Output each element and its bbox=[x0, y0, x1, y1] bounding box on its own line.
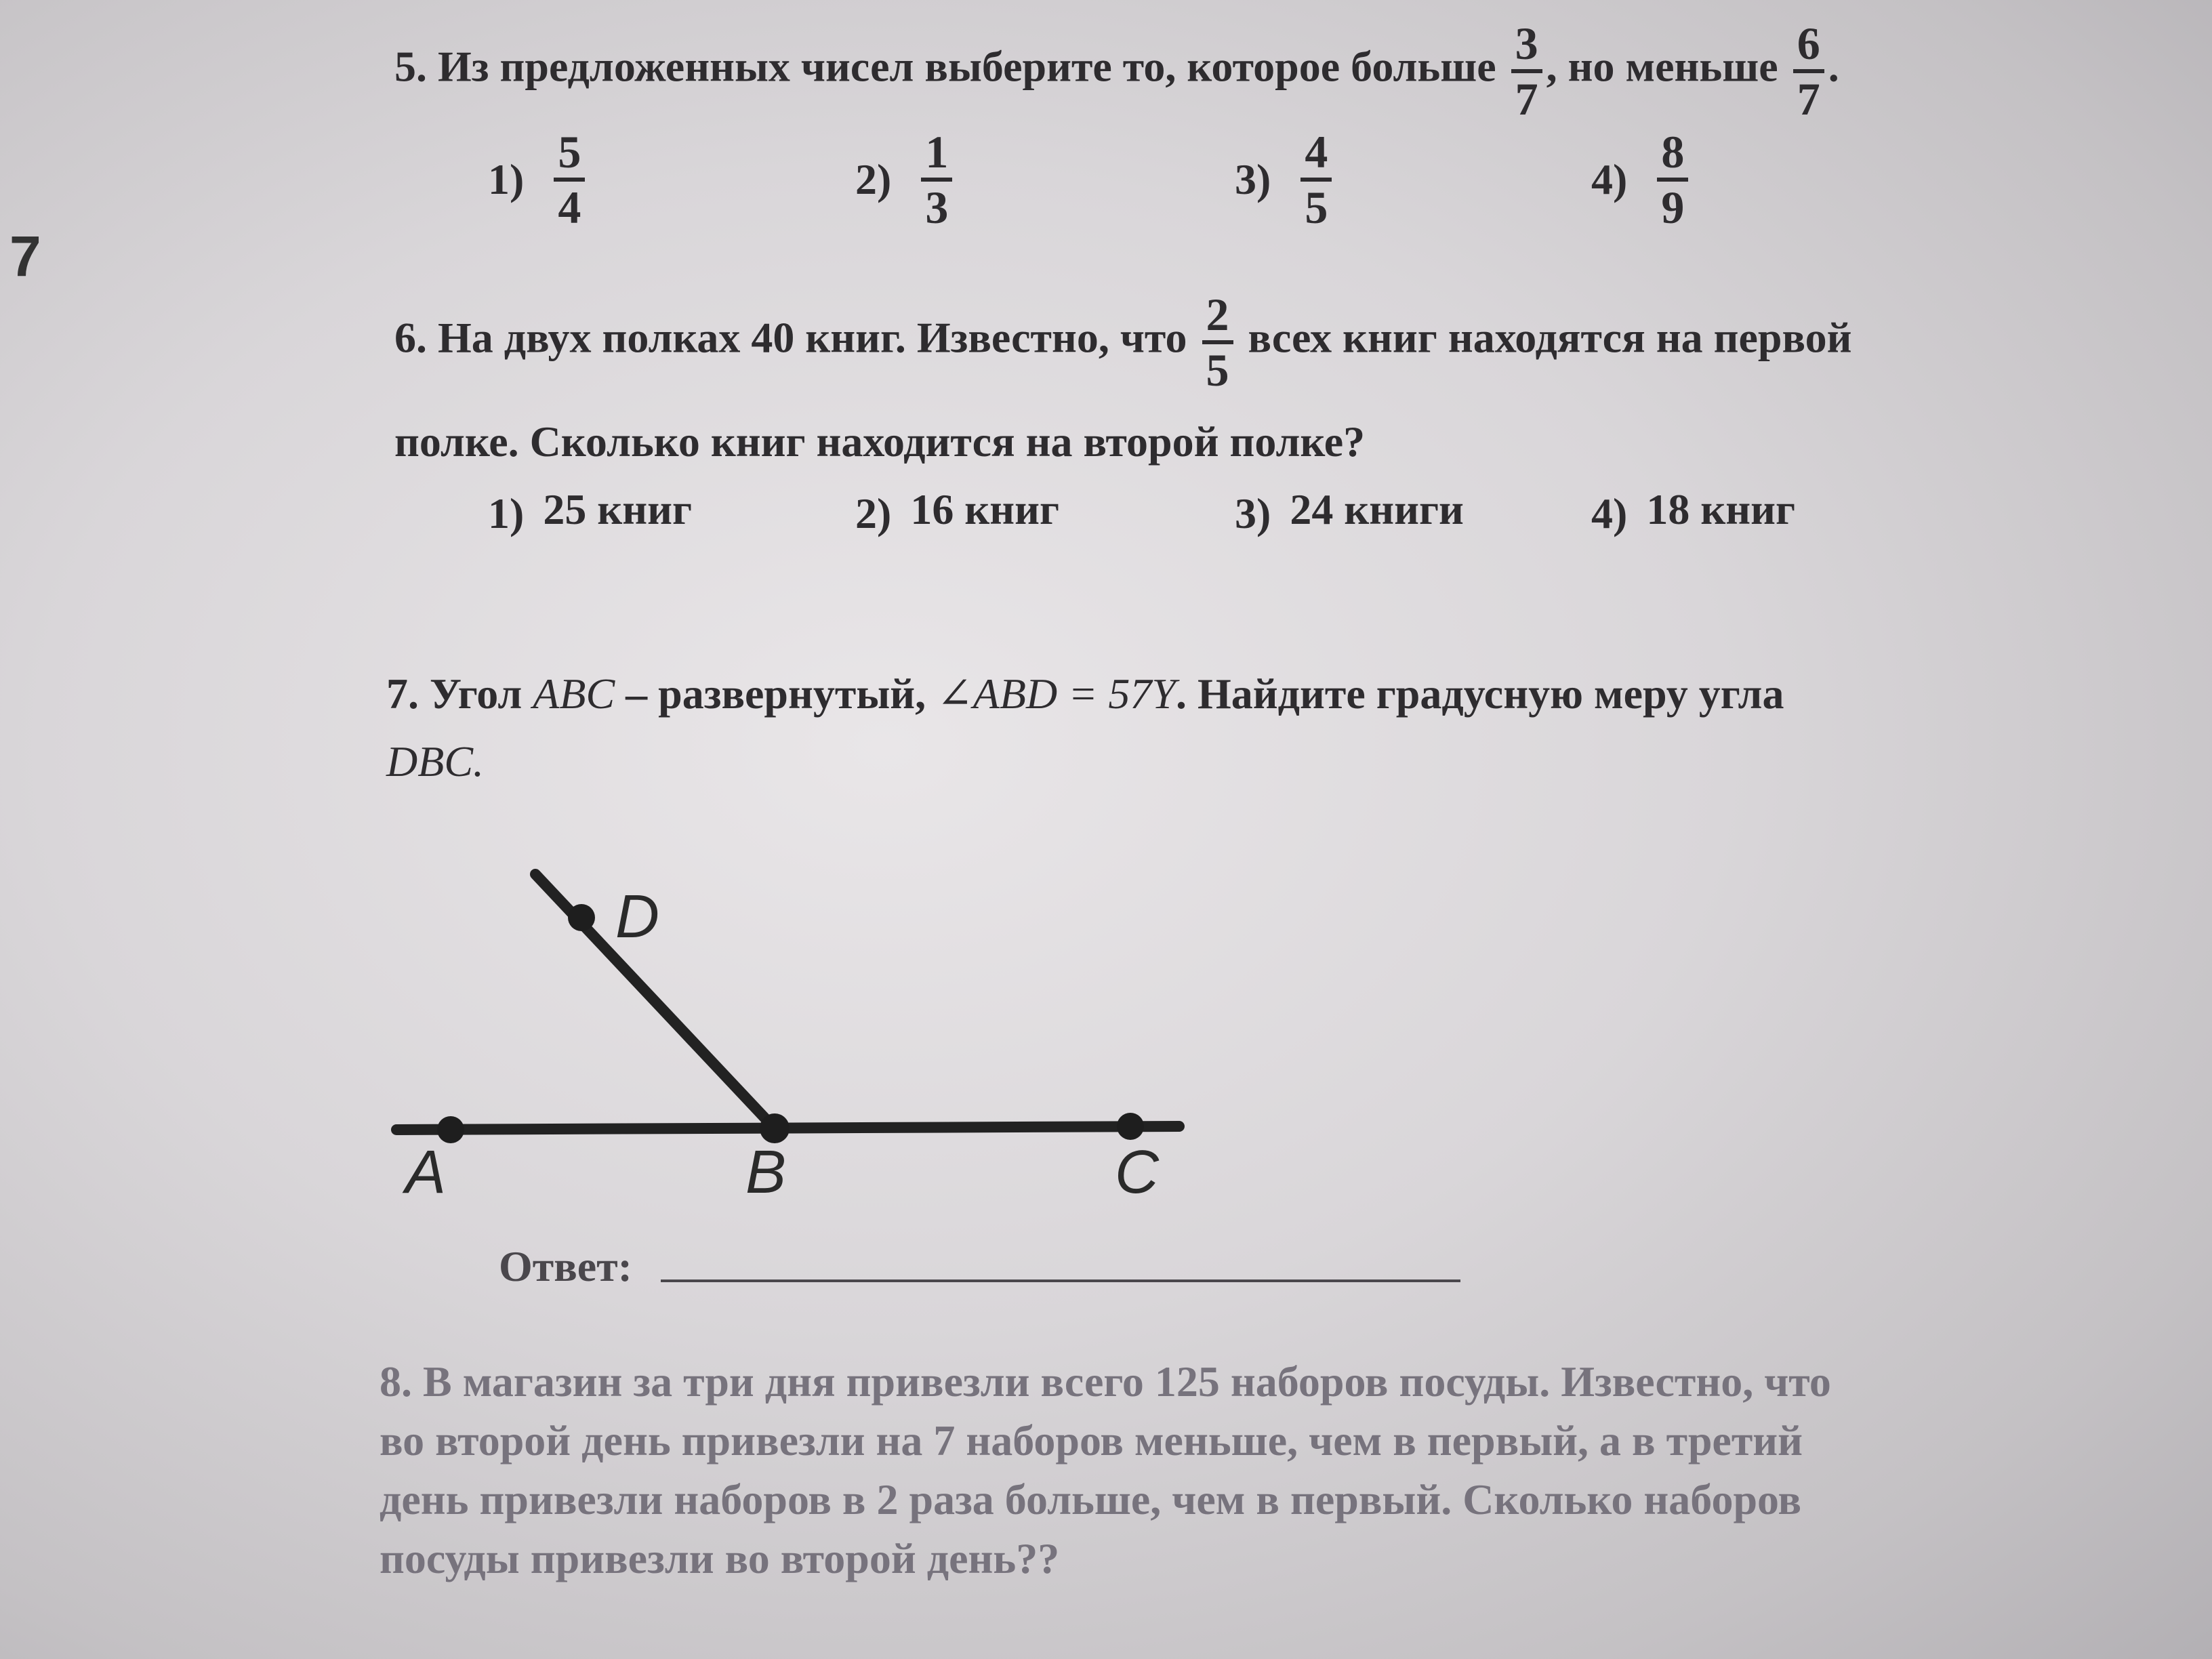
question-8-line-3: день привезли наборов в 2 раза больше, чем в первый. Сколько наборов bbox=[380, 1475, 1801, 1523]
question-7-line-2: DBC. bbox=[386, 737, 484, 785]
q6-option-2[interactable]: 2) 16 книг bbox=[855, 485, 1059, 538]
angle-abd-expression: ∠ABD = 57Υ bbox=[937, 670, 1176, 718]
question-5-text-middle: , но меньше bbox=[1546, 42, 1778, 91]
q5-option-3[interactable]: 3) 4 5 bbox=[1235, 129, 1332, 230]
fraction-3-7: 3 7 bbox=[1511, 20, 1542, 122]
q5-option-1[interactable]: 1) 5 4 bbox=[488, 129, 585, 230]
q5-option-4[interactable]: 4) 8 9 bbox=[1591, 129, 1688, 230]
label-b: B bbox=[745, 1139, 787, 1206]
fraction-2-5: 2 5 bbox=[1202, 291, 1233, 393]
label-d: D bbox=[615, 883, 659, 951]
question-6-number: 6. bbox=[394, 313, 427, 362]
answer-line[interactable] bbox=[661, 1279, 1460, 1282]
question-5-text: Из предложенных чисел выберите то, которое больше bbox=[438, 42, 1496, 91]
question-6-line-2: полке. Сколько книг находится на второй полке? bbox=[394, 417, 1366, 466]
question-5-number: 5. bbox=[394, 42, 427, 91]
label-a: A bbox=[405, 1139, 447, 1206]
q6-option-4[interactable]: 4) 18 книг bbox=[1591, 485, 1795, 538]
question-7-number: 7. bbox=[386, 670, 419, 718]
label-c: C bbox=[1115, 1139, 1159, 1206]
question-8 bbox=[380, 1352, 2033, 1588]
answer-label: Ответ: bbox=[499, 1242, 632, 1290]
question-7-text-2: – развернутый, bbox=[626, 670, 926, 718]
question-6-text: На двух полках 40 книг. Известно, что bbox=[438, 313, 1187, 362]
q6-option-3[interactable]: 3) 24 книги bbox=[1235, 485, 1464, 538]
q5-option-2[interactable]: 2) 1 3 bbox=[855, 129, 952, 230]
question-8-line-4: посуды привезли во второй день?? bbox=[380, 1534, 1060, 1582]
angle-abc: ABC bbox=[533, 670, 615, 718]
question-7-text-1: Угол bbox=[430, 670, 523, 718]
point-c bbox=[1117, 1113, 1144, 1140]
fraction-6-7: 6 7 bbox=[1793, 20, 1824, 122]
question-8-line-2: во второй день привезли на 7 наборов меньше, чем в первый, а в третий bbox=[380, 1416, 1803, 1465]
q6-option-1[interactable]: 1) 25 книг bbox=[488, 485, 692, 538]
question-6-text-after: всех книг находятся на первой bbox=[1248, 313, 1852, 362]
question-8-line-1: 8. В магазин за три дня привезли всего 125 наборов посуды. Известно, что bbox=[380, 1357, 1831, 1406]
point-d bbox=[568, 904, 595, 931]
margin-number: 7 bbox=[9, 224, 41, 288]
question-5-text-end: . bbox=[1828, 42, 1839, 91]
question-7-text-3: . Найдите градусную меру угла bbox=[1175, 670, 1784, 718]
